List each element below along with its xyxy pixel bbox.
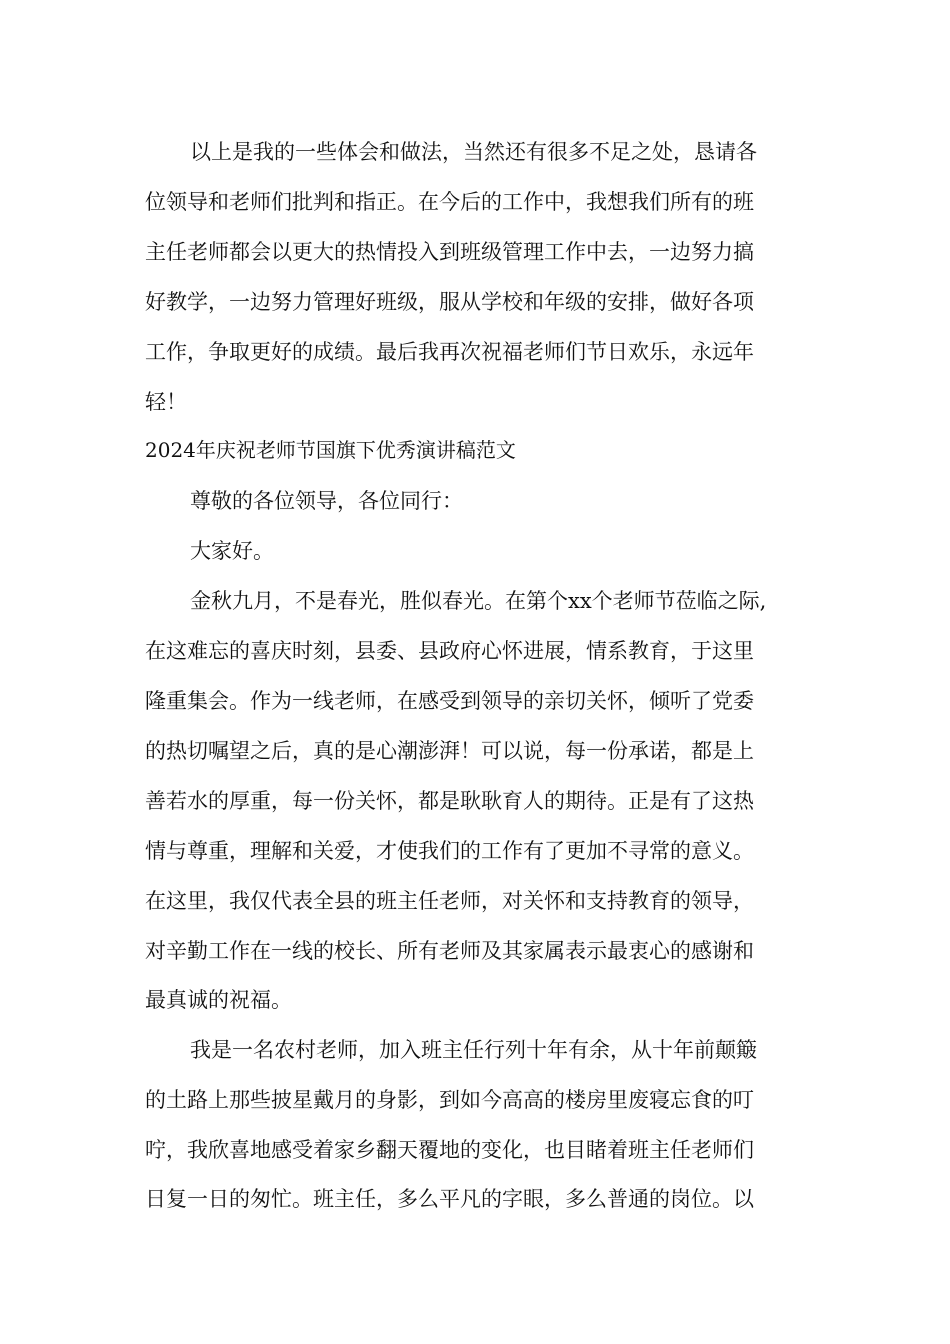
paragraph-line: 我是一名农村老师，加入班主任行列十年有余，从十年前颠簸 xyxy=(190,1038,757,1062)
salutation: 尊敬的各位领导，各位同行： xyxy=(190,489,463,513)
paragraph-line: 善若水的厚重，每一份关怀，都是耿耿育人的期待。正是有了这热 xyxy=(145,789,754,813)
paragraph-line: 情与尊重，理解和关爱，才使我们的工作有了更加不寻常的意义。 xyxy=(145,839,754,863)
intro-paragraph-line: 轻！ xyxy=(145,390,187,414)
intro-paragraph-line: 好教学，一边努力管理好班级，服从学校和年级的安排，做好各项 xyxy=(145,290,754,314)
intro-paragraph-line: 以上是我的一些体会和做法，当然还有很多不足之处，恳请各 xyxy=(190,140,757,164)
paragraph-line: 日复一日的匆忙。班主任，多么平凡的字眼，多么普通的岗位。以 xyxy=(145,1187,754,1211)
greeting: 大家好。 xyxy=(190,539,274,563)
paragraph-line: 在这难忘的喜庆时刻，县委、县政府心怀进展，情系教育，于这里 xyxy=(145,639,754,663)
intro-paragraph-line: 工作，争取更好的成绩。最后我再次祝福老师们节日欢乐，永远年 xyxy=(145,340,754,364)
paragraph-line: 金秋九月，不是春光，胜似春光。在第个xx个老师节莅临之际, xyxy=(190,589,767,613)
paragraph-line: 的热切嘱望之后，真的是心潮澎湃！可以说，每一份承诺，都是上 xyxy=(145,739,754,763)
paragraph-line: 最真诚的祝福。 xyxy=(145,988,292,1012)
intro-paragraph-line: 位领导和老师们批判和指正。在今后的工作中，我想我们所有的班 xyxy=(145,190,754,214)
paragraph-line: 的土路上那些披星戴月的身影，到如今高高的楼房里废寝忘食的叮 xyxy=(145,1088,754,1112)
intro-paragraph-line: 主任老师都会以更大的热情投入到班级管理工作中去，一边努力搞 xyxy=(145,240,754,264)
paragraph-line: 对辛勤工作在一线的校长、所有老师及其家属表示最衷心的感谢和 xyxy=(145,939,754,963)
paragraph-line: 咛，我欣喜地感受着家乡翻天覆地的变化，也目睹着班主任老师们 xyxy=(145,1138,754,1162)
paragraph-line: 隆重集会。作为一线老师，在感受到领导的亲切关怀，倾听了党委 xyxy=(145,689,754,713)
document-title: 2024年庆祝老师节国旗下优秀演讲稿范文 xyxy=(145,438,516,462)
paragraph-line: 在这里，我仅代表全县的班主任老师，对关怀和支持教育的领导， xyxy=(145,889,754,913)
